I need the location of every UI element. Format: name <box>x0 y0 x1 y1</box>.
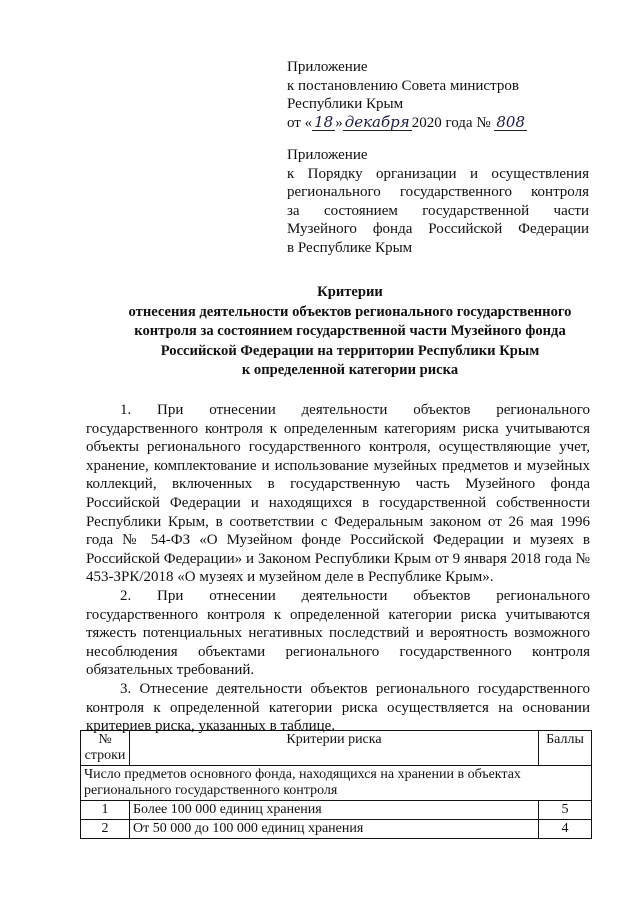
paragraph-3: 3. Отнесение деятельности объектов регионального государственного контроля к определенной категории риска осуществляется на основании критериев риска, указанных в таблице. <box>86 680 590 735</box>
title-line: контроля за состоянием государственной части Музейного фонда <box>134 323 566 339</box>
appendix-date-line <box>287 114 527 133</box>
risk-criteria-table <box>80 730 592 839</box>
row-score: 4 <box>539 820 592 839</box>
date-prefix: от « <box>287 114 313 131</box>
title-line: отнесения деятельности объектов регионального государственного <box>128 303 572 320</box>
header-score: Баллы <box>539 731 592 766</box>
appendix-line: регионального государственного контроля <box>287 184 589 200</box>
title-line: к определенной категории риска <box>241 362 459 378</box>
header-criteria: Критерии риска <box>130 731 539 766</box>
document-body <box>86 401 590 736</box>
appendix-header-1 <box>287 58 527 132</box>
handwritten-month: декабря <box>344 112 410 131</box>
handwritten-number: 808 <box>496 112 526 131</box>
row-score: 5 <box>539 801 592 820</box>
paragraph-1: 1. При отнесении деятельности объектов регионального государственного контроля к определенным категориям риска учитываются объекты регионального государственного контроля, осуществляющие учет, хранение, комплектование и использование музейных предметов и музейных коллекций, включенных в государственную часть Музейного фонда Российской Федерации и находящихся в государственной собственности Республики Крым, в соответствии с Федеральным законом от 26 мая 1996 года № 54-ФЗ «О Музейном фонде Российской Федерации и музеях в Российской Федерации» и Законом Республики Крым от 9 января 2018 года № 453-ЗРК/2018 «О музеях и музейном деле в Республике Крым». <box>86 402 590 586</box>
handwritten-day: 18 <box>314 112 334 131</box>
title-line: Российской Федерации на территории Республики Крым <box>160 342 540 359</box>
table-group-row <box>81 766 592 801</box>
row-criteria: От 50 000 до 100 000 единиц хранения <box>130 820 539 839</box>
date-mid: » <box>335 114 343 131</box>
row-criteria: Более 100 000 единиц хранения <box>130 801 539 820</box>
appendix-authority: Республики Крым <box>287 96 404 112</box>
appendix-header-2 <box>287 146 589 257</box>
appendix-label: Приложение <box>287 147 368 163</box>
title-line: Критерии <box>317 284 383 300</box>
header-num-sub: строки <box>84 748 126 763</box>
appendix-line: к Порядку организации и осуществления <box>287 165 589 182</box>
table-header-row <box>81 731 592 766</box>
date-suffix: 2020 года № <box>411 114 491 131</box>
table-row <box>81 801 592 820</box>
appendix-line: в Республике Крым <box>287 239 413 256</box>
appendix-reference: к постановлению Совета министров <box>287 77 519 94</box>
table-row <box>81 820 592 839</box>
group-label: Число предметов основного фонда, находящихся на хранении в объектах регионального государственного контроля <box>81 766 592 801</box>
document-title <box>80 283 620 381</box>
paragraph-2: 2. При отнесении деятельности объектов регионального государственного контроля к определенной категории риска учитываются тяжесть потенциальных негативных последствий и вероятность возможного несоблюдения объектами регионального государственного контроля обязательных требований. <box>86 587 590 679</box>
row-number: 2 <box>81 820 130 839</box>
appendix-line: за состоянием государственной части <box>287 202 589 219</box>
row-number: 1 <box>81 801 130 820</box>
header-num-label: № <box>98 732 112 747</box>
header-row-number <box>81 731 130 766</box>
appendix-label: Приложение <box>287 59 368 75</box>
appendix-line: Музейного фонда Российской Федерации <box>287 221 589 237</box>
